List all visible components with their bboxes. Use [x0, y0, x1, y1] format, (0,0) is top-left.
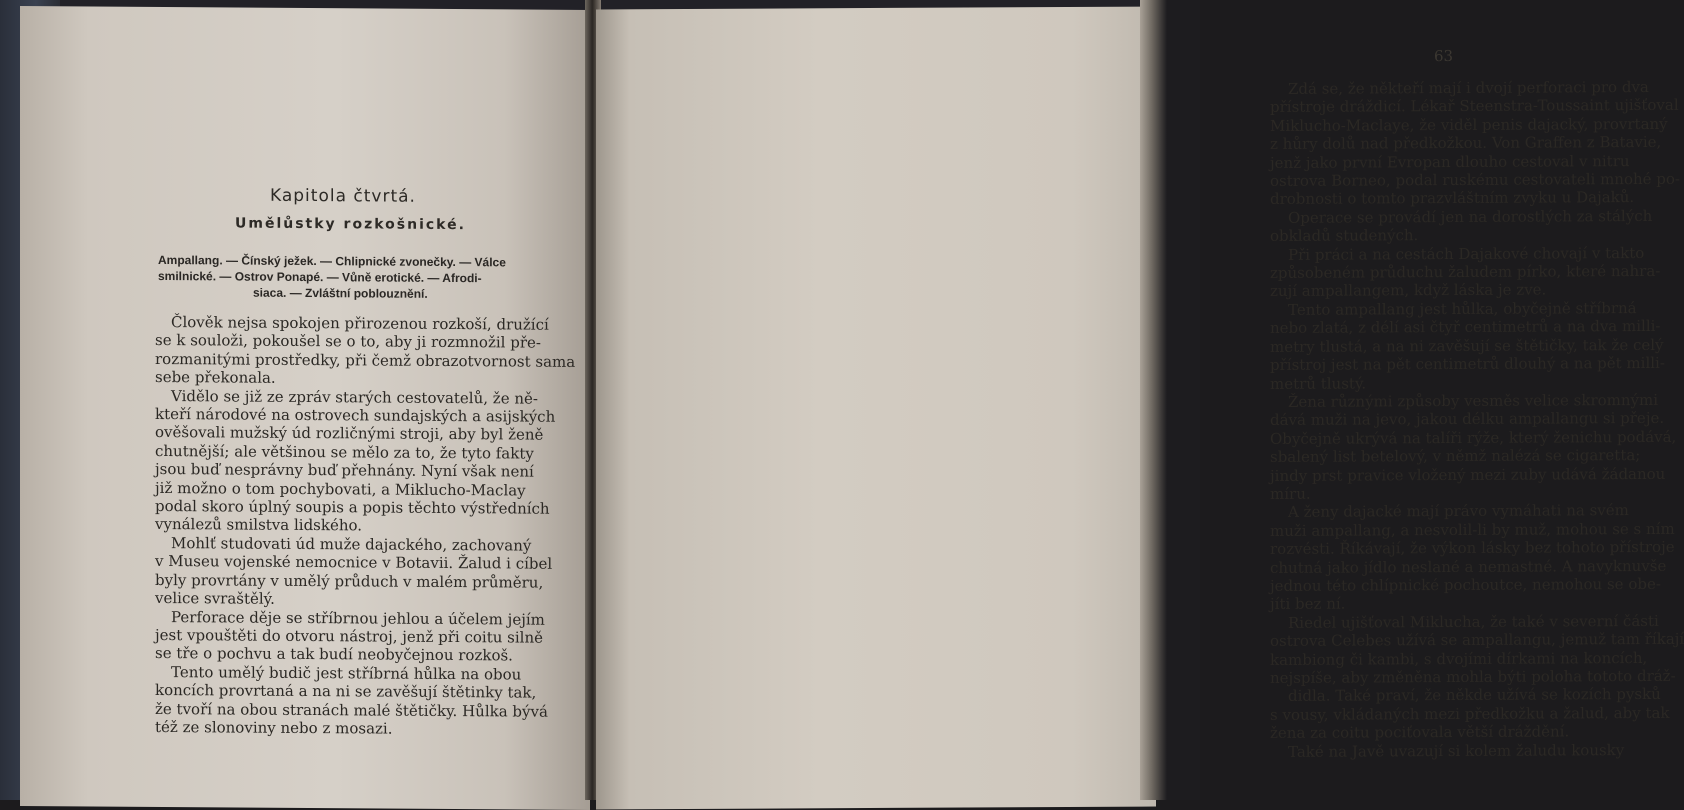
- right-page-text: [1270, 78, 1684, 761]
- text-line: Mohlť studovati úd muže dajackého, zachovaný: [171, 533, 532, 555]
- text-line: se tře o pochvu a tak budí neobyčejnou rozkoš.: [155, 644, 513, 665]
- text-line: didla. Také praví, že někde užívá se kozích pysků: [1288, 685, 1661, 706]
- text-line: též ze slonoviny nebo z mosazi.: [155, 717, 393, 738]
- chapter-summary: [158, 252, 558, 303]
- text-line: metrů tlustý.: [1270, 373, 1367, 393]
- text-line: Obyčejně ukrývá na talíři rýže, který ženichu podává,: [1270, 427, 1677, 448]
- text-line: Miklucho-Maclaye, že viděl penis dajacký, provrtaný: [1270, 114, 1668, 135]
- summary-line: smilnické. — Ostrov Ponapé. — Vůně erotické. — Afrodi-: [158, 268, 482, 286]
- text-line: z hůry dolů nad předkožkou. Von Graffen z Batavie,: [1270, 133, 1662, 154]
- text-line: nejspíše, aby změněna mohla býti poloha tototo dráž-: [1270, 666, 1676, 687]
- text-line: Vidělo se již ze zpráv starých cestovatelů, že ně-: [171, 386, 538, 408]
- text-line: již možno o tom pochybovati, a Miklucho-Maclay: [155, 478, 526, 500]
- text-line: Člověk nejsa spokojen přirozenou rozkoší, družící: [171, 313, 549, 334]
- page-edge-shadow: [1140, 0, 1200, 800]
- text-line: jenž jako první Evropan dlouho cestoval v nitru: [1270, 151, 1630, 172]
- text-line: rozvésti. Říkávají, že výkon lásky bez tohoto přístroje: [1270, 537, 1675, 559]
- text-line: sbalený list betelový, v němž nalézá se cigaretta;: [1270, 446, 1641, 467]
- text-line: Tento ampallang jest hůlka, obyčejně stříbrná: [1288, 298, 1637, 319]
- text-line: byly provrtány v umělý průduch v malém průměru,: [155, 570, 544, 592]
- text-line: jindy prst pravice vložený mezi zuby udává žádanou: [1270, 464, 1666, 485]
- text-line: se k souloži, pokoušel se o to, aby ji rozmnožil pře-: [155, 331, 541, 353]
- text-line: sebe překonala.: [155, 368, 276, 388]
- text-line: žena za coitu pociťovala větší dráždění.: [1270, 722, 1570, 743]
- text-line: že tvoří na obou stranách malé štětičky. Hůlka bývá: [155, 699, 548, 721]
- text-line: Riedel ujišťoval Miklucha, že také v severní části: [1288, 611, 1659, 632]
- text-line: metry tlustá, a na ni zavěšují se štětičky, tak že celý: [1270, 335, 1664, 356]
- text-line: rozmanitými prostředky, při čemž obrazotvornost sama: [155, 349, 576, 371]
- text-line: jest vpouštěti do otvoru nástroj, jenž při coitu silně: [155, 625, 543, 647]
- text-line: vynálezů smilstva lidského.: [155, 515, 363, 535]
- text-line: míru.: [1270, 484, 1311, 503]
- text-line: Operace se provádí jen na dorostlých za stálých: [1288, 206, 1653, 227]
- summary-line: Ampallang. — Čínský ježek. — Chlipnické zvonečky. — Válce: [158, 252, 506, 270]
- summary-line: siaca. — Zvláštní poblouznění.: [253, 285, 428, 301]
- chapter-subtitle: Umělůstky rozkošnické.: [235, 215, 466, 234]
- text-line: přístroj jest na pět centimetrů dlouhý a na pět milli-: [1270, 353, 1665, 375]
- page-number: 63: [1434, 46, 1454, 66]
- text-line: v Museu vojenské nemocnice v Botavii. Žalud i cíbel: [155, 552, 553, 574]
- text-line: muži ampallang, a nesvolil-li by muž, mohou se s ním: [1270, 519, 1675, 540]
- text-line: ověšovali mužský úd rozličnými stroji, aby byl ženě: [155, 423, 544, 445]
- text-line: podal skoro úplný soupis a popis těchto výstředních: [155, 497, 550, 518]
- text-line: jsou buď nesprávny buď přehnány. Nyní však není: [155, 460, 534, 481]
- text-line: A ženy dajacké mají právo vymáhati na svém: [1288, 501, 1629, 522]
- right-page: [596, 7, 1684, 810]
- text-line: koncích provrtaná a na ni se zavěšují štětinky tak,: [155, 681, 537, 702]
- chapter-title: Kapitola čtvrtá.: [270, 185, 416, 207]
- text-line: zují ampallangem, když láska je zve.: [1270, 280, 1547, 301]
- text-line: jednou této chlípnické pochoutce, nemohou se obe-: [1270, 574, 1661, 595]
- text-line: ostrova Celebes užívá se ampallangu, jemuž tam říkají: [1270, 629, 1684, 651]
- text-line: ostrova Borneo, podal ruskému cestovateli mnohé po-: [1270, 169, 1681, 190]
- text-line: přístroje dráždicí. Lékař Steenstra-Toussaint ujišťoval: [1270, 96, 1679, 117]
- text-line: dává muži na jevo, jakou délku ampallangu si přeje.: [1270, 409, 1665, 430]
- text-line: Také na Javě uvazují si kolem žaludu kousky: [1288, 740, 1625, 761]
- text-line: jíti bez ní.: [1270, 594, 1346, 614]
- text-line: chutnější; ale většinou se mělo za to, že tyto fakty: [155, 441, 534, 463]
- text-line: chutná jako jídlo neslané a nemastné. A navyknuvše: [1270, 556, 1667, 577]
- text-line: kambiong či kambi, s dvojími dírkami na koncích,: [1270, 648, 1648, 669]
- text-line: s vousy, vkládaných mezi předkožku a žalud, aby tak: [1270, 703, 1670, 724]
- text-line: nebo zlatá, z délí asi čtyř centimetrů a na dva milli-: [1270, 317, 1661, 338]
- text-line: Při práci a na cestách Dajakové chovají v takto: [1288, 243, 1645, 264]
- text-line: způsobeném průduchu žaludem pírko, které nahra-: [1270, 261, 1661, 282]
- left-page: [20, 6, 590, 810]
- text-line: kteří národové na ostrovech sundajských a asijských: [155, 404, 556, 426]
- text-line: velice svraštělý.: [155, 589, 275, 608]
- text-line: Zdá se, že někteří mají i dvojí perforaci pro dva: [1288, 77, 1649, 98]
- text-line: obkladů studených.: [1270, 226, 1419, 246]
- text-line: Tento umělý budič jest stříbrná hůlka na obou: [171, 662, 522, 684]
- left-page-text: [155, 313, 575, 739]
- text-line: Žena různými způsoby vesměs velice skromnými: [1288, 390, 1659, 411]
- text-line: Perforace děje se stříbrnou jehlou a účelem jejím: [171, 607, 545, 629]
- text-line: drobnosti o tomto prazvláštním zvyku u Dajaků.: [1270, 188, 1635, 209]
